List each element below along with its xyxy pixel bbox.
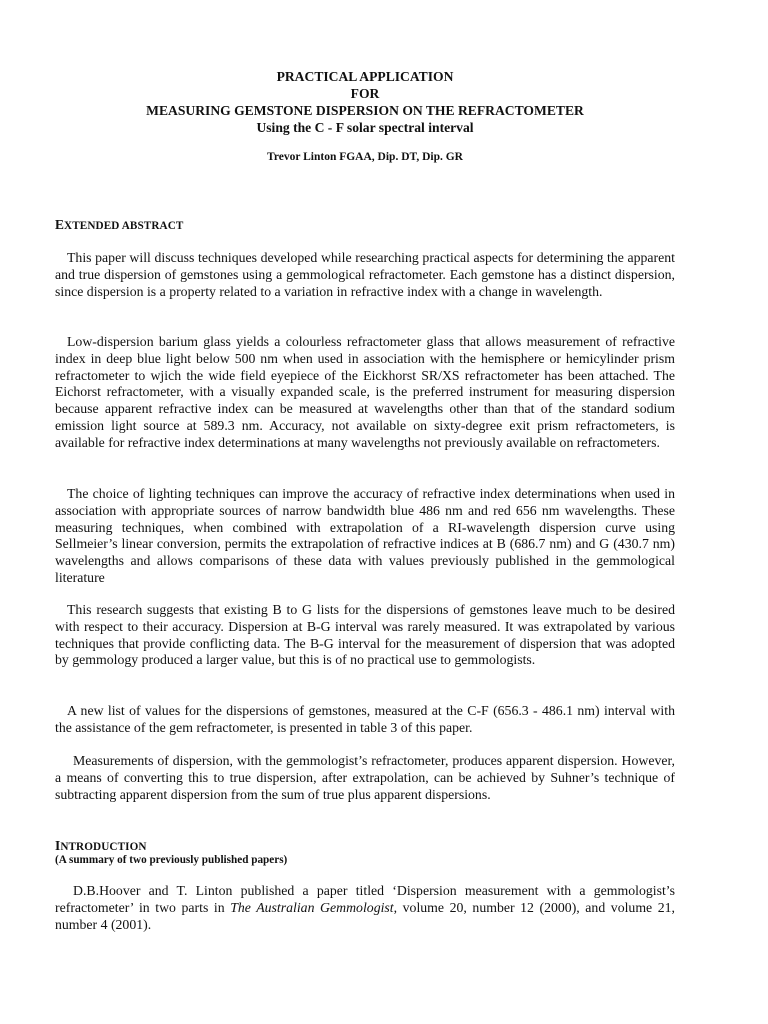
abstract-heading — [55, 217, 183, 233]
journal-title: The Australian Gemmologist — [230, 899, 394, 915]
abstract-paragraph-5: A new list of values for the dispersions of gemstones, measured at the C-F (656.3 - 486.1 nm) interval with the assistance of the gem refractometer, is presented in table 3 of this paper. — [55, 703, 675, 735]
title-line-2: FOR — [350, 86, 380, 101]
title-line-3: MEASURING GEMSTONE DISPERSION ON THE REFRACTOMETER — [146, 103, 584, 118]
abstract-paragraph-1: This paper will discuss techniques developed while researching practical aspects for determining the apparent and true dispersion of gemstones using a gemmological refractometer. Each gemstone has a distinct dispersion, since dispersion is a property related to a variation in refractive index with a change in wavelength. — [55, 250, 675, 299]
abstract-paragraph-2: Low-dispersion barium glass yields a colourless refractometer glass that allows measurement of refractive index in deep blue light below 500 nm when used in association with the hemisphere or hemicylinder prism refractometer to wjich the wide field eyepiece of the Eickhorst SR/XS refractometer has been attached. The Eichorst refractometer, with a visually expanded scale, is the preferred instrument for measuring dispersion because apparent refractive index can be measured at wavelengths other than that of the standard sodium emission light source at 589.3 nm. Accuracy, not available on sixty-degree exit prism refractometers, is available for refractive index determinations at many wavelengths not previously available on refractometers. — [55, 334, 675, 450]
abstract-heading-rest: XTENDED ABSTRACT — [64, 220, 184, 232]
abstract-paragraph-6: Measurements of dispersion, with the gemmologist’s refractometer, produces apparent dispersion. However, a means of converting this to true dispersion, after extrapolation, can be achieved by Suhner’s technique of subtracting apparent dispersion from the sum of true plus apparent dispersions. — [55, 753, 675, 802]
abstract-paragraph-4: This research suggests that existing B to G lists for the dispersions of gemstones leave much to be desired with respect to their accuracy. Dispersion at B-G interval was rarely measured. It was extrapolated by various techniques that provide conflicting data. The B-G interval for the measurement of dispersion that was adopted by gemmology produced a larger value, but this is of no practical use to gemmologists. — [55, 602, 675, 668]
title-line-4: Using the C - F solar spectral interval — [256, 120, 474, 135]
introduction-heading-initial: I — [55, 838, 61, 853]
introduction-subheading: (A summary of two previously published papers) — [55, 854, 288, 866]
introduction-heading-rest: NTRODUCTION — [60, 841, 147, 853]
paper-title — [55, 68, 675, 136]
intro-text-after: , volume 20, number 12 (2000), and volume 21, number 4 (2001). — [55, 899, 675, 932]
introduction-heading — [55, 838, 147, 854]
title-line-1: PRACTICAL APPLICATION — [276, 69, 454, 84]
abstract-paragraph-3: The choice of lighting techniques can improve the accuracy of refractive index determinations when used in association with appropriate sources of narrow bandwidth blue 486 nm and red 656 nm wavelengths. These measuring techniques, when combined with extrapolation of a RI-wavelength dispersion curve using Sellmeier’s linear conversion, permits the extrapolation of refractive indices at B (686.7 nm) and G (430.7 nm) wavelengths and allows comparisons of these data with values previously published in the gemmological literature — [55, 486, 675, 585]
abstract-heading-initial: E — [55, 217, 65, 232]
introduction-paragraph-1 — [55, 883, 675, 933]
intro-text-before: D.B.Hoover and T. Linton published a paper titled ‘Dispersion measurement with a gemmologist’s refractometer’ in two parts in — [55, 883, 675, 915]
author-line: Trevor Linton FGAA, Dip. DT, Dip. GR — [267, 151, 463, 163]
